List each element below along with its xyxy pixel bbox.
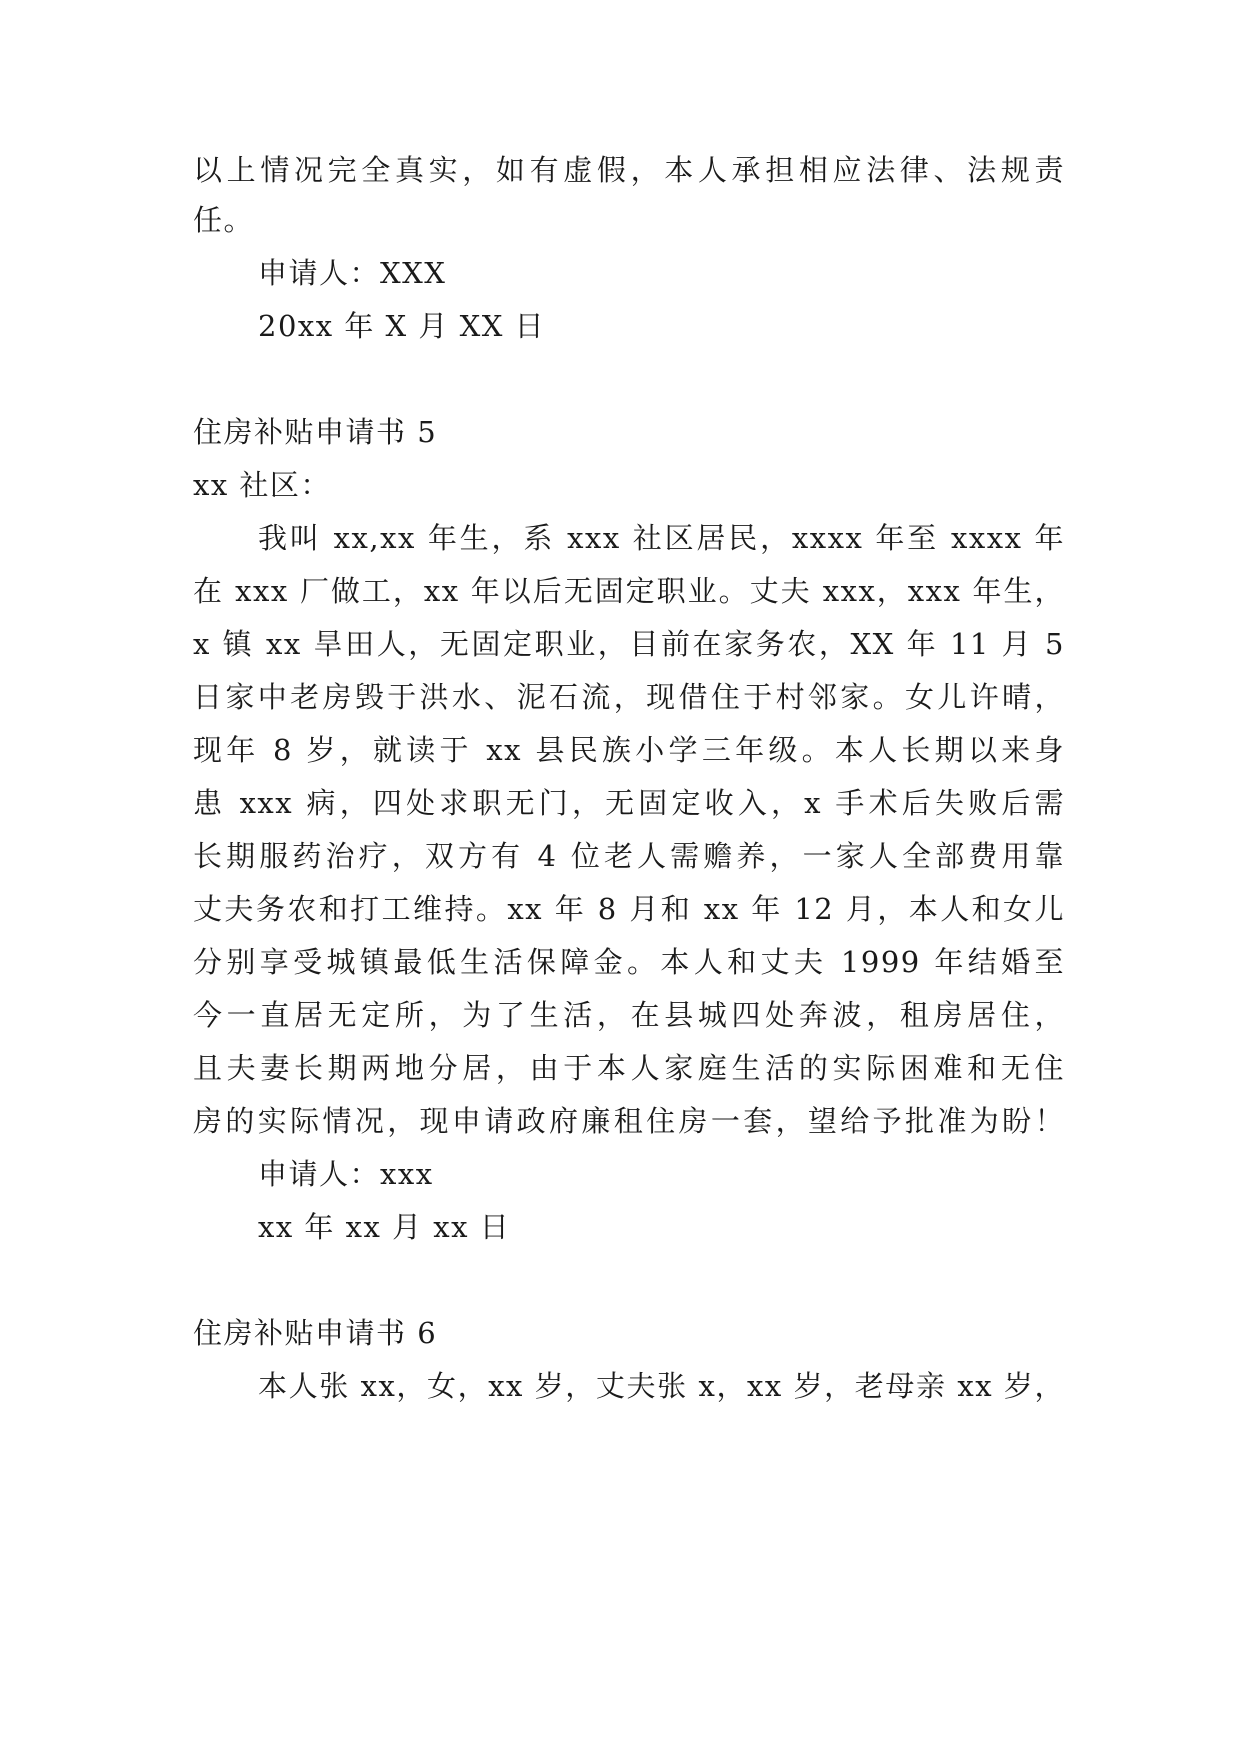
paragraph-line: 丈夫务农和打工维持。xx 年 8 月和 xx 年 12 月，本人和女儿 — [193, 892, 1065, 926]
application-date: 20xx 年 X 月 XX 日 — [258, 309, 546, 343]
paragraph-line: x 镇 xx 旱田人，无固定职业，目前在家务农，XX 年 11 月 5 — [193, 627, 1065, 661]
section-title: 住房补贴申请书 6 — [193, 1316, 438, 1350]
paragraph-line: 日家中老房毁于洪水、泥石流，现借住于村邻家。女儿许晴， — [193, 680, 1065, 714]
paragraph-line: 在 xxx 厂做工，xx 年以后无固定职业。丈夫 xxx，xxx 年生， — [193, 574, 1065, 608]
applicant-signature: 申请人：xxx — [258, 1157, 434, 1191]
paragraph-line: 以上情况完全真实，如有虚假，本人承担相应法律、法规责 — [193, 153, 1065, 187]
paragraph-line: 长期服药治疗，双方有 4 位老人需赡养，一家人全部费用靠 — [193, 839, 1065, 873]
applicant-signature: 申请人：XXX — [258, 256, 447, 290]
salutation: xx 社区： — [193, 468, 331, 502]
paragraph-line: 患 xxx 病，四处求职无门，无固定收入，x 手术后失败后需 — [193, 786, 1065, 820]
paragraph-line: 分别享受城镇最低生活保障金。本人和丈夫 1999 年结婚至 — [193, 945, 1065, 979]
paragraph-line: 今一直居无定所，为了生活，在县城四处奔波，租房居住， — [193, 998, 1065, 1032]
application-date: xx 年 xx 月 xx 日 — [258, 1210, 511, 1244]
paragraph-line: 房的实际情况，现申请政府廉租住房一套，望给予批准为盼！ — [193, 1104, 1065, 1138]
paragraph-line: 我叫 xx,xx 年生，系 xxx 社区居民，xxxx 年至 xxxx 年 — [258, 521, 1065, 555]
paragraph-line: 现年 8 岁，就读于 xx 县民族小学三年级。本人长期以来身 — [193, 733, 1065, 767]
paragraph-line: 任。 — [193, 203, 255, 237]
paragraph-line: 本人张 xx，女，xx 岁，丈夫张 x，xx 岁，老母亲 xx 岁， — [258, 1369, 1065, 1403]
paragraph-line: 且夫妻长期两地分居，由于本人家庭生活的实际困难和无住 — [193, 1051, 1065, 1085]
section-title: 住房补贴申请书 5 — [193, 415, 438, 449]
